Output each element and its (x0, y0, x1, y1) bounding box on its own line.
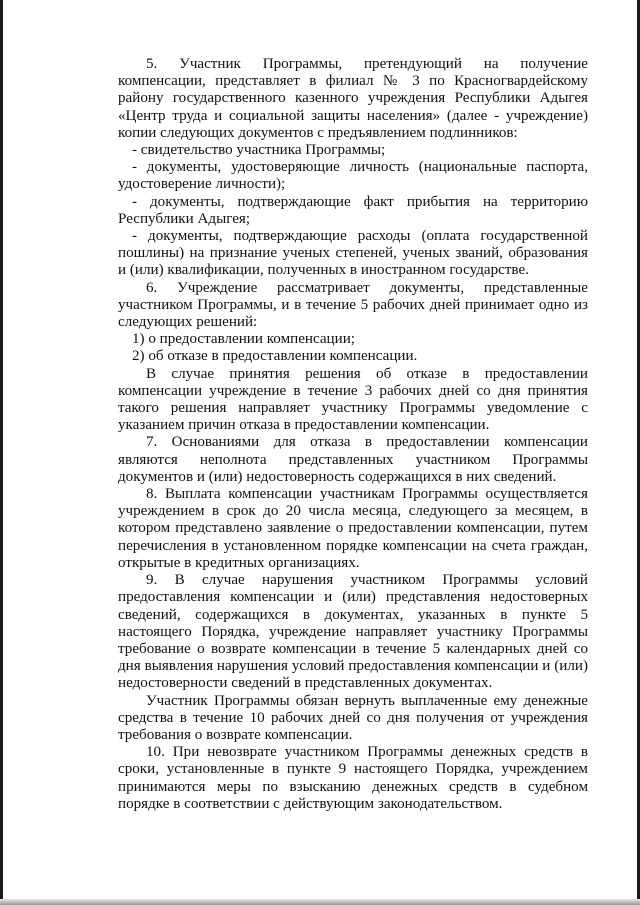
list-item-arrival-documents: - документы, подтверждающие факт прибытия на территорию Республики Адыгея; (118, 193, 588, 227)
list-item-certificate: - свидетельство участника Программы; (132, 142, 386, 159)
document-body (118, 56, 588, 813)
paragraph-7: 7. Основаниями для отказа в предоставлении компенсации являются неполнота представленных участником Программы документов и (или) недостоверность содержащихся в них сведений. (118, 434, 588, 485)
list-item-decision-grant: 1) о предоставлении компенсации; (132, 331, 355, 348)
paragraph-8: 8. Выплата компенсации участникам Программы осуществляется учреждением в срок до 20 числа месяца, следующего за месяцем, в котором представлено заявление о предоставлении компенсации, путем перечисления в установленном порядке компенсации на счета граждан, открытые в кредитных организациях. (118, 486, 588, 571)
list-item-decision-refuse: 2) об отказе в предоставлении компенсации. (132, 348, 418, 365)
list-item-identity-documents: - документы, удостоверяющие личность (национальные паспорта, удостоверение личности); (118, 159, 588, 193)
paragraph-6: 6. Учреждение рассматривает документы, представленные участником Программы, и в течение 5 рабочих дней принимает одно из следующих решений: (118, 279, 588, 331)
paragraph-10: 10. При невозврате участником Программы денежных средств в сроки, установленные в пункте 9 настоящего Порядка, учреждением принимаются меры по взысканию денежных средств в судебном порядке в соответствии с действующим законодательством. (118, 744, 588, 812)
paragraph-refusal-notice: В случае принятия решения об отказе в предоставлении компенсации учреждение в течение 3 рабочих дней со дня принятия такого решения направляет участнику Программы уведомление с указанием причин отказа в предоставлении компенсации. (118, 365, 588, 434)
list-item-expense-documents: - документы, подтверждающие расходы (оплата государственной пошлины) на признание ученых степеней, ученых званий, образования и (или) квалификации, полученных в иностранном государстве. (118, 228, 588, 279)
left-page-border (0, 0, 3, 905)
paragraph-return-obligation: Участник Программы обязан вернуть выплаченные ему денежные средства в течение 10 рабочих дней со дня получения от учреждения требования о возврате компенсации. (118, 692, 588, 743)
paragraph-5: 5. Участник Программы, претендующий на получение компенсации, представляет в филиал № 3 по Красногвардейскому району государственного казенного учреждения Республики Адыгея «Центр труда и социальной защиты населения» (далее - учреждение) копии следующих документов с предъявлением подлинников: (118, 56, 588, 141)
page-bottom-edge (0, 899, 640, 905)
paragraph-9: 9. В случае нарушения участником Программы условий предоставления компенсации и (или) представления недостоверных сведений, содержащихся в документах, указанных в пункте 5 настоящего Порядка, учреждение направляет участнику Программы требование о возврате компенсации в течение 5 календарных дней со дня выявления нарушения условий предоставления компенсации и (или) недостоверности сведений в представленных документах. (118, 572, 588, 692)
